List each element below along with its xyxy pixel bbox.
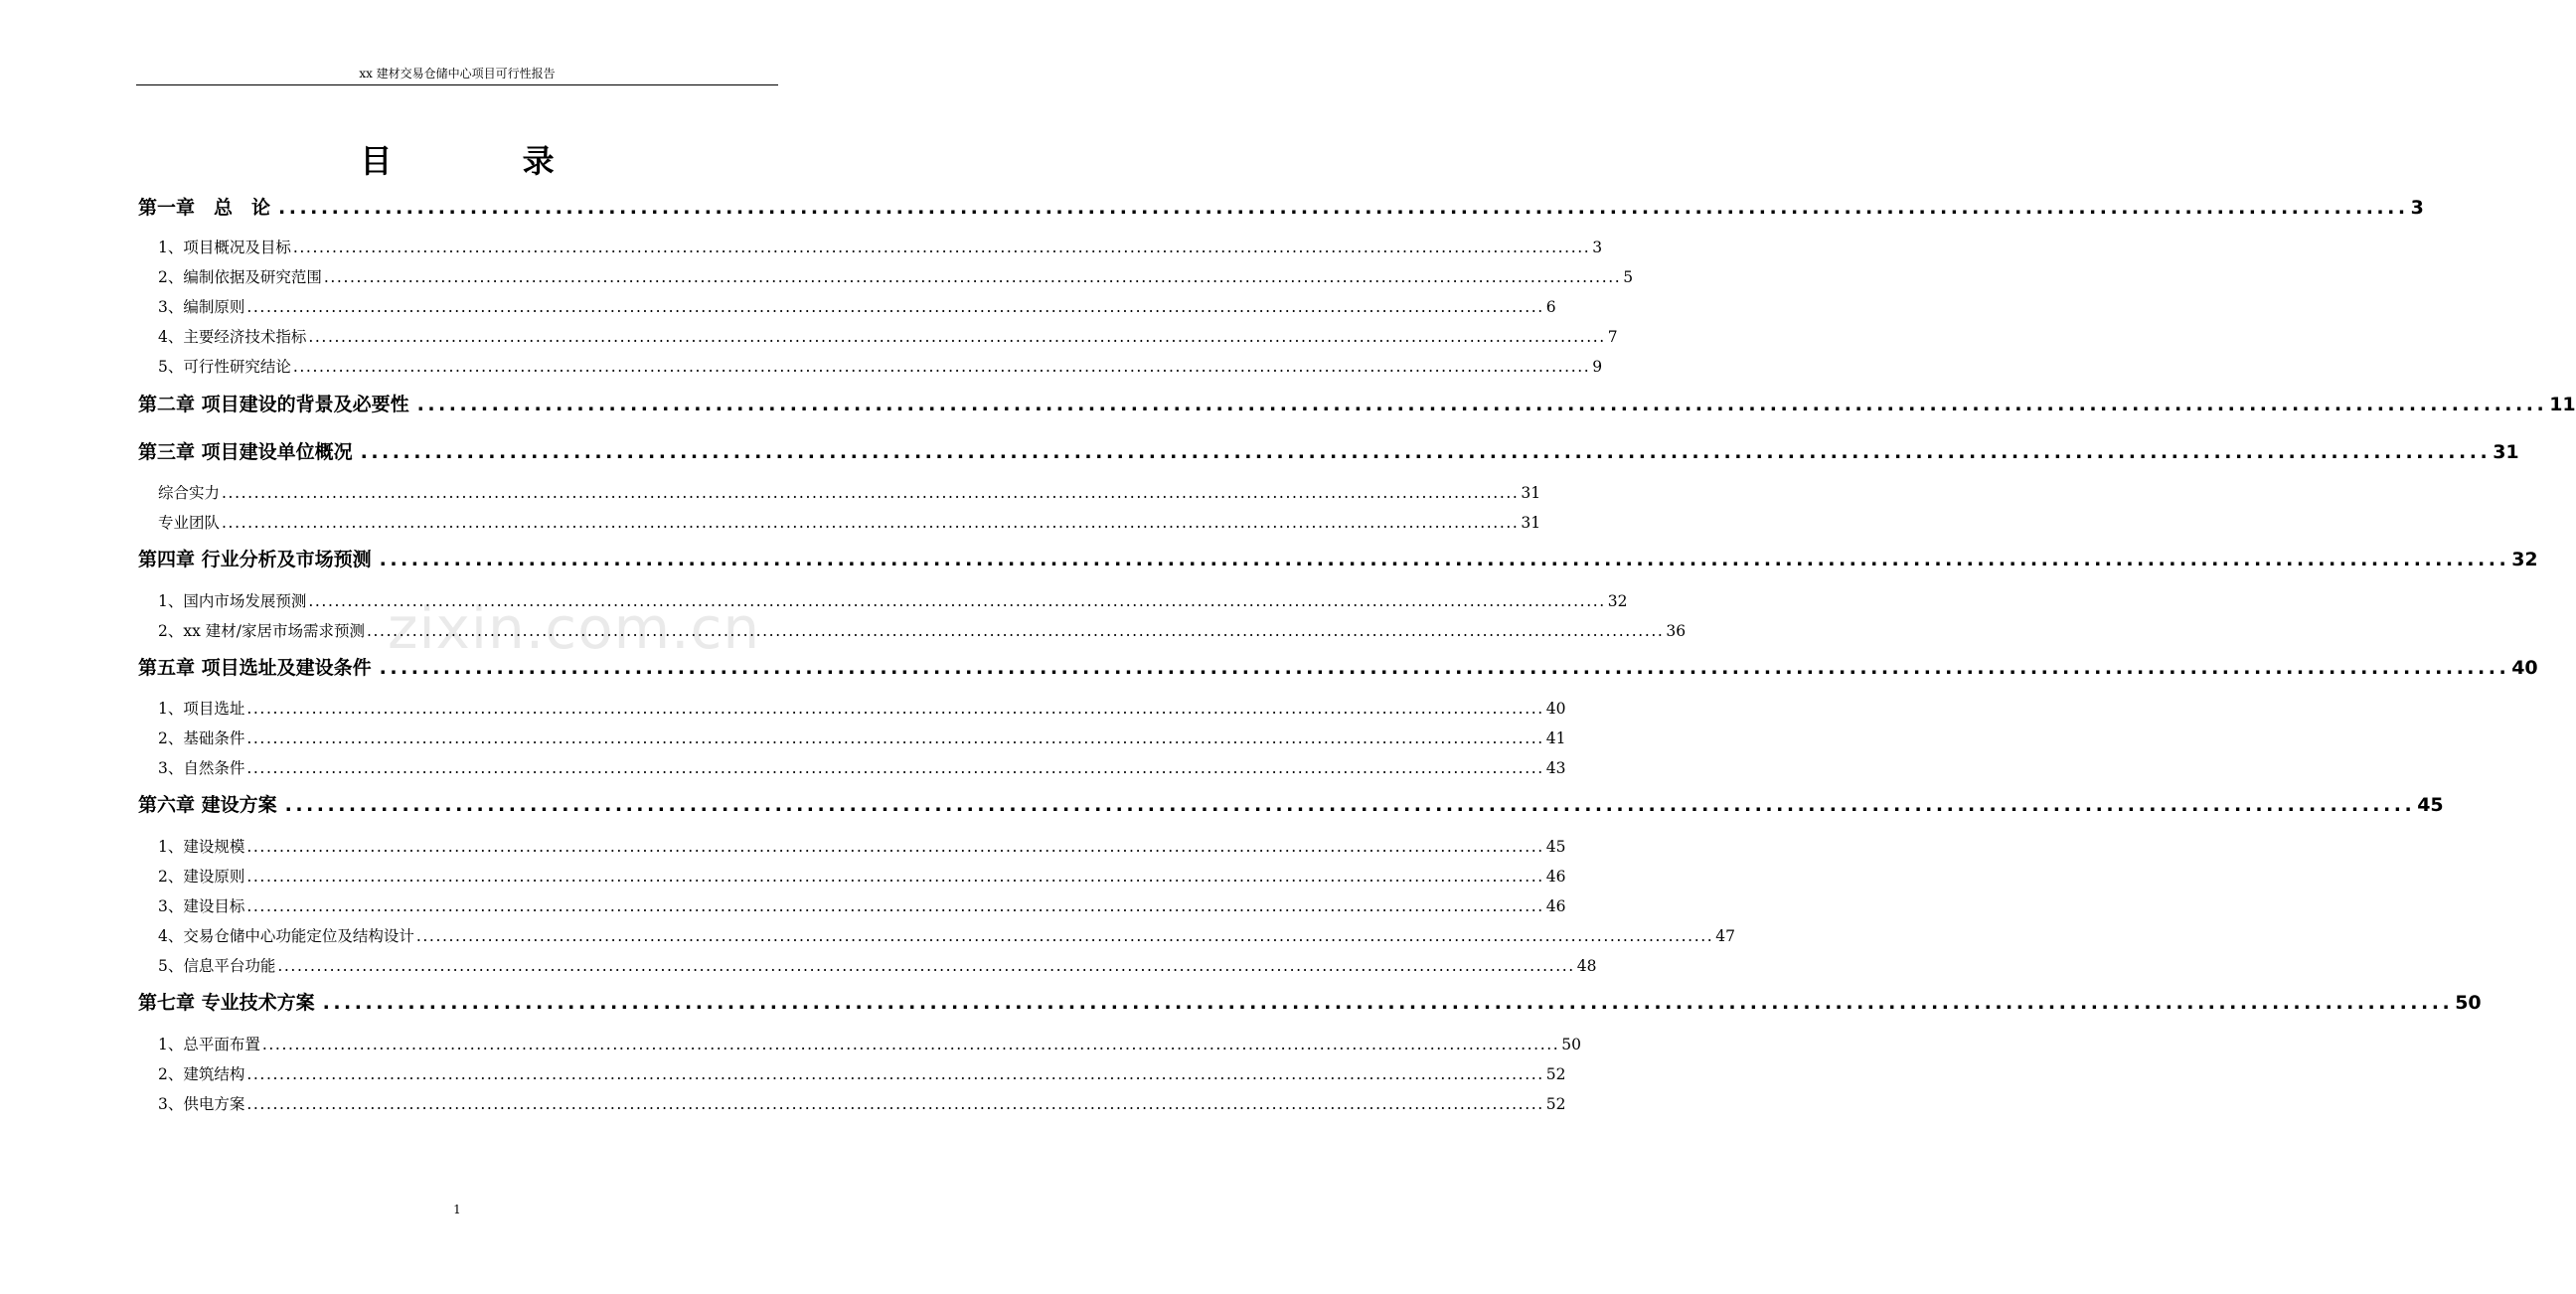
toc-entry-page: 50 (2455, 992, 2482, 1014)
toc-section-entry[interactable] (138, 478, 1541, 504)
toc-section-entry[interactable] (138, 586, 1628, 612)
toc-entry-label: 2、建筑结构 (158, 1065, 245, 1083)
toc-entry-page: 5 (1623, 268, 1634, 286)
toc-section-entry[interactable] (138, 322, 1618, 348)
toc-entry-page: 47 (1715, 927, 1736, 945)
header-rule (136, 84, 778, 85)
toc-entry-page: 46 (1545, 868, 1566, 886)
toc-chapter-entry[interactable] (138, 392, 2576, 417)
toc-section-entry[interactable] (138, 753, 1566, 779)
toc-entry-label: 1、国内市场发展预测 (158, 592, 307, 610)
toc-leader-dots: ........................................................................................................................................................................................................ (284, 794, 2416, 816)
toc-entry-page: 31 (2493, 441, 2519, 463)
toc-entry-label: 1、总平面布置 (158, 1036, 260, 1053)
toc-entry-label: 综合实力 (158, 484, 221, 502)
toc-section-entry[interactable] (138, 951, 1597, 977)
toc-entry-page: 41 (1545, 729, 1566, 747)
toc-entry-label: 3、供电方案 (158, 1095, 245, 1113)
toc-section-entry[interactable] (138, 921, 1736, 947)
toc-leader-dots: ........................................................................................................................................................................................................ (246, 1065, 1544, 1083)
toc-entry-label: 2、建设原则 (158, 868, 245, 886)
toc-entry-page: 48 (1576, 957, 1597, 975)
toc-leader-dots: ........................................................................................................................................................................................................ (379, 657, 2510, 679)
toc-leader-dots: ........................................................................................................................................................................................................ (246, 759, 1544, 777)
toc-leader-dots: ........................................................................................................................................................................................................ (292, 239, 1591, 256)
toc-leader-dots: ........................................................................................................................................................................................................ (308, 328, 1606, 346)
running-header: xx 建材交易仓储中心项目可行性报告 (359, 67, 556, 81)
toc-chapter-entry[interactable] (138, 439, 2519, 465)
toc-section-entry[interactable] (138, 508, 1541, 534)
toc-entry-page: 6 (1545, 298, 1556, 316)
page-number: 1 (453, 1203, 461, 1216)
toc-entry-label: 4、交易仓储中心功能定位及结构设计 (158, 927, 414, 945)
watermark: zixin.com.cn (388, 594, 761, 662)
toc-section-entry[interactable] (138, 352, 1603, 378)
toc-chapter-entry[interactable] (138, 990, 2482, 1016)
toc-chapter-entry[interactable] (138, 792, 2444, 818)
toc-entry-label: 3、建设目标 (158, 897, 245, 915)
toc-entry-page: 50 (1561, 1036, 1582, 1053)
page-title: 目 录 (360, 142, 614, 180)
toc-entry-page: 52 (1545, 1095, 1566, 1113)
toc-entry-page: 31 (1521, 484, 1541, 502)
toc-leader-dots: ........................................................................................................................................................................................................ (261, 1036, 1560, 1053)
toc-entry-label: 3、编制原则 (158, 298, 245, 316)
toc-leader-dots: ........................................................................................................................................................................................................ (379, 549, 2510, 570)
toc-entry-label: 5、可行性研究结论 (158, 358, 291, 376)
toc-entry-label: 1、建设规模 (158, 838, 245, 856)
toc-section-entry[interactable] (138, 694, 1566, 720)
toc-entry-label: 第一章 总 论 (138, 197, 271, 219)
toc-entry-page: 40 (2511, 657, 2538, 679)
toc-leader-dots: ........................................................................................................................................................................................................ (322, 992, 2454, 1014)
toc-entry-page: 43 (1545, 759, 1566, 777)
toc-section-entry[interactable] (138, 1030, 1582, 1055)
toc-entry-page: 32 (2511, 549, 2538, 570)
toc-entry-page: 45 (2417, 794, 2444, 816)
toc-leader-dots: ........................................................................................................................................................................................................ (323, 268, 1622, 286)
toc-entry-page: 40 (1545, 700, 1566, 718)
toc-entry-page: 52 (1545, 1065, 1566, 1083)
toc-leader-dots: ........................................................................................................................................................................................................ (360, 441, 2492, 463)
toc-leader-dots: ........................................................................................................................................................................................................ (246, 1095, 1544, 1113)
toc-section-entry[interactable] (138, 1059, 1566, 1085)
toc-entry-label: 专业团队 (158, 514, 221, 532)
toc-entry-label: 4、主要经济技术指标 (158, 328, 307, 346)
toc-entry-page: 46 (1545, 897, 1566, 915)
toc-entry-page: 36 (1666, 622, 1687, 640)
toc-entry-label: 2、xx 建材/家居市场需求预测 (158, 622, 365, 640)
toc-leader-dots: ........................................................................................................................................................................................................ (246, 729, 1544, 747)
toc-section-entry[interactable] (138, 616, 1687, 642)
toc-section-entry[interactable] (138, 292, 1556, 318)
toc-chapter-entry[interactable] (138, 655, 2538, 681)
toc-leader-dots: ........................................................................................................................................................................................................ (246, 897, 1544, 915)
toc-entry-label: 第五章 项目选址及建设条件 (138, 657, 372, 679)
toc-entry-label: 1、项目概况及目标 (158, 239, 291, 256)
toc-entry-page: 31 (1521, 514, 1541, 532)
toc-leader-dots: ........................................................................................................................................................................................................ (292, 358, 1591, 376)
toc-leader-dots: ........................................................................................................................................................................................................ (222, 484, 1520, 502)
toc-entry-label: 1、项目选址 (158, 700, 245, 718)
toc-entry-page: 45 (1545, 838, 1566, 856)
toc-entry-label: 3、自然条件 (158, 759, 245, 777)
toc-leader-dots: ........................................................................................................................................................................................................ (246, 868, 1544, 886)
toc-entry-label: 第四章 行业分析及市场预测 (138, 549, 372, 570)
toc-leader-dots: ........................................................................................................................................................................................................ (246, 700, 1544, 718)
toc-leader-dots: ........................................................................................................................................................................................................ (277, 957, 1575, 975)
toc-entry-label: 第三章 项目建设单位概况 (138, 441, 353, 463)
toc-section-entry[interactable] (138, 1089, 1566, 1115)
toc-section-entry[interactable] (138, 724, 1566, 749)
toc-entry-label: 2、编制依据及研究范围 (158, 268, 322, 286)
toc-entry-label: 2、基础条件 (158, 729, 245, 747)
toc-section-entry[interactable] (138, 832, 1566, 858)
toc-chapter-entry[interactable] (138, 547, 2538, 572)
toc-leader-dots: ........................................................................................................................................................................................................ (415, 927, 1714, 945)
toc-leader-dots: ........................................................................................................................................................................................................ (278, 197, 2409, 219)
toc-leader-dots: ........................................................................................................................................................................................................ (367, 622, 1665, 640)
toc-section-entry[interactable] (138, 862, 1566, 888)
toc-section-entry[interactable] (138, 891, 1566, 917)
toc-leader-dots: ........................................................................................................................................................................................................ (246, 298, 1544, 316)
toc-leader-dots: ........................................................................................................................................................................................................ (416, 394, 2548, 415)
toc-entry-label: 第六章 建设方案 (138, 794, 277, 816)
toc-entry-page: 9 (1592, 358, 1603, 376)
toc-entry-page: 7 (1607, 328, 1618, 346)
toc-leader-dots: ........................................................................................................................................................................................................ (222, 514, 1520, 532)
toc-chapter-entry[interactable] (138, 195, 2424, 221)
toc-entry-page: 3 (2410, 197, 2424, 219)
toc-section-entry[interactable] (138, 262, 1634, 288)
toc-entry-label: 5、信息平台功能 (158, 957, 276, 975)
toc-leader-dots: ........................................................................................................................................................................................................ (308, 592, 1606, 610)
toc-entry-page: 11 (2549, 394, 2576, 415)
toc-leader-dots: ........................................................................................................................................................................................................ (246, 838, 1544, 856)
toc-entry-label: 第二章 项目建设的背景及必要性 (138, 394, 409, 415)
toc-entry-page: 3 (1592, 239, 1603, 256)
toc-entry-label: 第七章 专业技术方案 (138, 992, 315, 1014)
toc-section-entry[interactable] (138, 233, 1603, 258)
toc-entry-page: 32 (1607, 592, 1628, 610)
